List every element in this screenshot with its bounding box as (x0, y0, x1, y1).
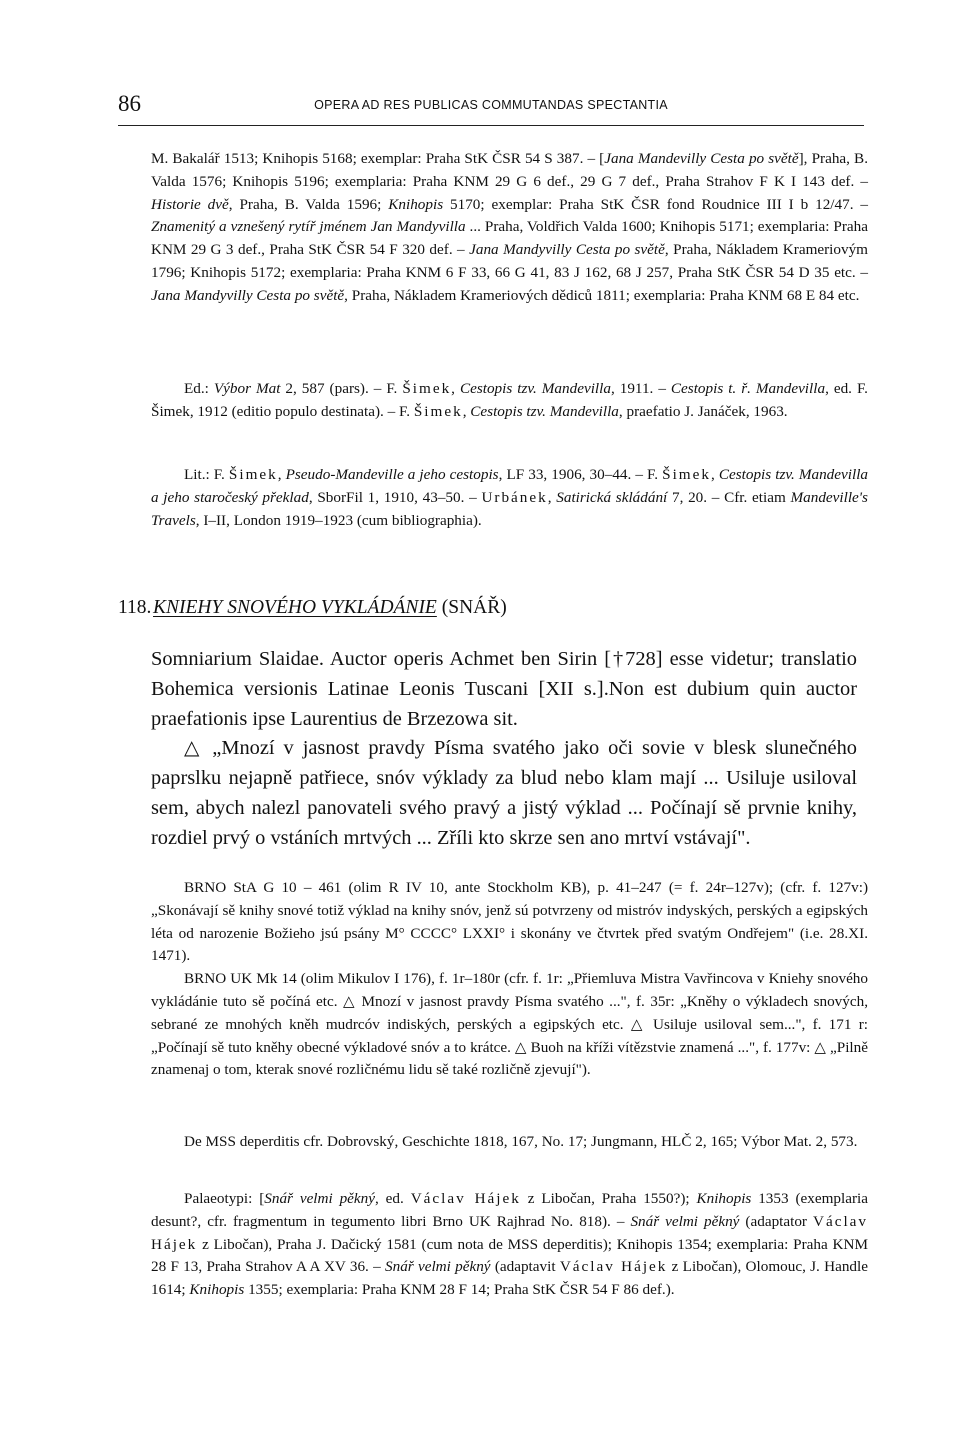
ms-brno-sta: BRNO StA G 10 – 461 (olim R IV 10, ante Stockholm KB), p. 41–247 (= f. 24r–127v); (cfr. f. 127v:) „Skonávají sě knihy snové totiž výklad na knihy snóv, jenž sú potvrzeny od mistróv indyských, perských a egipských léta od narozenie Božieho jsú psány M° CCCC° LXXI° i skonány ve čtvrtek před svatým Ondřejem" (i.e. 28.XI. 1471). (151, 879, 868, 965)
triangle-icon: △ (814, 1039, 827, 1056)
triangle-icon: △ (514, 1039, 527, 1056)
entry-number: 118. (118, 597, 152, 618)
running-header (118, 91, 864, 126)
entry-title: KNIEHY SNOVÉHO VYKLÁDÁNIE (SNÁŘ) (153, 597, 507, 618)
page-number: 86 (118, 91, 141, 116)
description-block (151, 645, 857, 854)
lit-paragraph: Lit.: F. Šimek, Pseudo-Mandeville a jeho cestopis, LF 33, 1906, 30–44. – F. Šimek, Cestopis tzv. Mandevilla a jeho staročeský překlad, SborFil 1, 1910, 43–50. – Urbánek, Satirická skládání 7, 20. – Cfr. etiam Mandeville's Travels, I–II, London 1919–1923 (cum bibliographia). (151, 466, 869, 529)
ed-paragraph: Ed.: Výbor Mat 2, 587 (pars). – F. Šimek, Cestopis tzv. Mandevilla, 1911. – Cestopis t. ř. Mandevilla, ed. F. Šimek, 1912 (editio populo destinata). – F. Šimek, Cestopis tzv. Mandevilla, praefatio J. Janáček, 1963. (151, 380, 868, 420)
manuscripts-block (151, 877, 868, 1082)
triangle-icon: △ (630, 1016, 646, 1033)
incipit-paragraph: △ „Mnozí v jasnost pravdy Písma svatého jako oči sovie v blesk slunečného paprslku nejapně patřiece, snóv výklady za blud nebo klam mají ... Usiluje usiloval sem, abych nalezl panovateli svého pravý a jistý výklad ... Počínají sě prvnie knihy, rozdiel prvý o vstáních mrtvých ... Zříli kto skrze sen ano mrtví vstávají". (151, 737, 857, 849)
triangle-icon: △ (184, 737, 204, 760)
palaeotypi-paragraph: Palaeotypi: [Snář velmi pěkný, ed. Václav Hájek z Libočan, Praha 1550?); Knihopis 1353 (exemplaria desunt?, cfr. fragmentum in tegumento libri Brno UK Rajhrad No. 818). – Snář velmi pěkný (adaptator Václav Hájek z Libočan), Praha J. Dačický 1581 (cum nota de MSS deperditis); Knihopis 1354; exemplaria: Praha KNM 28 F 13, Praha Strahov A A XV 36. – Snář velmi pěkný (adaptavit Václav Hájek z Libočan), Olomouc, J. Handle 1614; Knihopis 1355; exemplaria: Praha KNM 28 F 14; Praha StK ČSR 54 F 86 def.). (151, 1190, 869, 1299)
description-intro: Somniarium Slaidae. Auctor operis Achmet ben Sirin [†728] esse videtur; translatio Bohemica versionis Latinae Leonis Tuscani [XII s.].Non est dubium quin auctor praefationis ipse Laurentius de Brzezowa sit. (151, 648, 857, 730)
ms-brno-uk: BRNO UK Mk 14 (olim Mikulov I 176), f. 1r–180r (cfr. f. 1r: „Přiemluva Mistra Vavřincova v Kniehy snového vykládánie tuto sě počíná etc. △ Mnozí v jasnost pravdy Písma svatého ...", f. 35r: „Kněhy o výkladech snových, sebrané ze mnohých kněh mudrcóv indiských, perských a egipských etc. △ Usiluje usiloval sem...", f. 171 r: „Počínají sě tuto kněhy obecné výkladové snóv a to krátce. △ Buoh na kříži vítězstvie znamená ...", f. 177v: △ „Pilně znamenaj o tom, kterak snové rozličnému lidu sě také rozličně zjevují"). (151, 970, 868, 1079)
running-title: OPERA AD RES PUBLICAS COMMUTANDAS SPECTANTIA (314, 98, 668, 112)
editions-paragraph: M. Bakalář 1513; Knihopis 5168; exemplar: Praha StK ČSR 54 S 387. – [Jana Mandevilly Cesta po světě], Praha, B. Valda 1576; Knihopis 5196; exemplaria: Praha KNM 29 G 6 def., 29 G 7 def., Praha Strahov F K I 143 def. – Historie dvě, Praha, B. Valda 1596; Knihopis 5170; exemplar: Praha StK ČSR fond Roudnice III I b 12/47. – Znamenitý a vznešený rytíř jménem Jan Mandyvilla ... Praha, Voldřich Valda 1600; Knihopis 5171; exemplaria: Praha KNM 29 G 3 def., Praha StK ČSR 54 F 320 def. – Jana Mandyvilly Cesta po světě, Praha, Nákladem Krameriovým 1796; Knihopis 5172; exemplaria: Praha KNM 6 F 33, 66 G 41, 83 J 162, 68 J 257, Praha StK ČSR 54 D 35 etc. – Jana Mandyvilly Cesta po světě, Praha, Nákladem Krameriových dědiců 1811; exemplaria: Praha KNM 68 E 84 etc. (151, 150, 869, 304)
deperditis-paragraph: De MSS deperditis cfr. Dobrovský, Geschichte 1818, 167, No. 17; Jungmann, HLČ 2, 165; Výbor Mat. 2, 573. (184, 1133, 858, 1150)
triangle-icon: △ (342, 993, 357, 1010)
